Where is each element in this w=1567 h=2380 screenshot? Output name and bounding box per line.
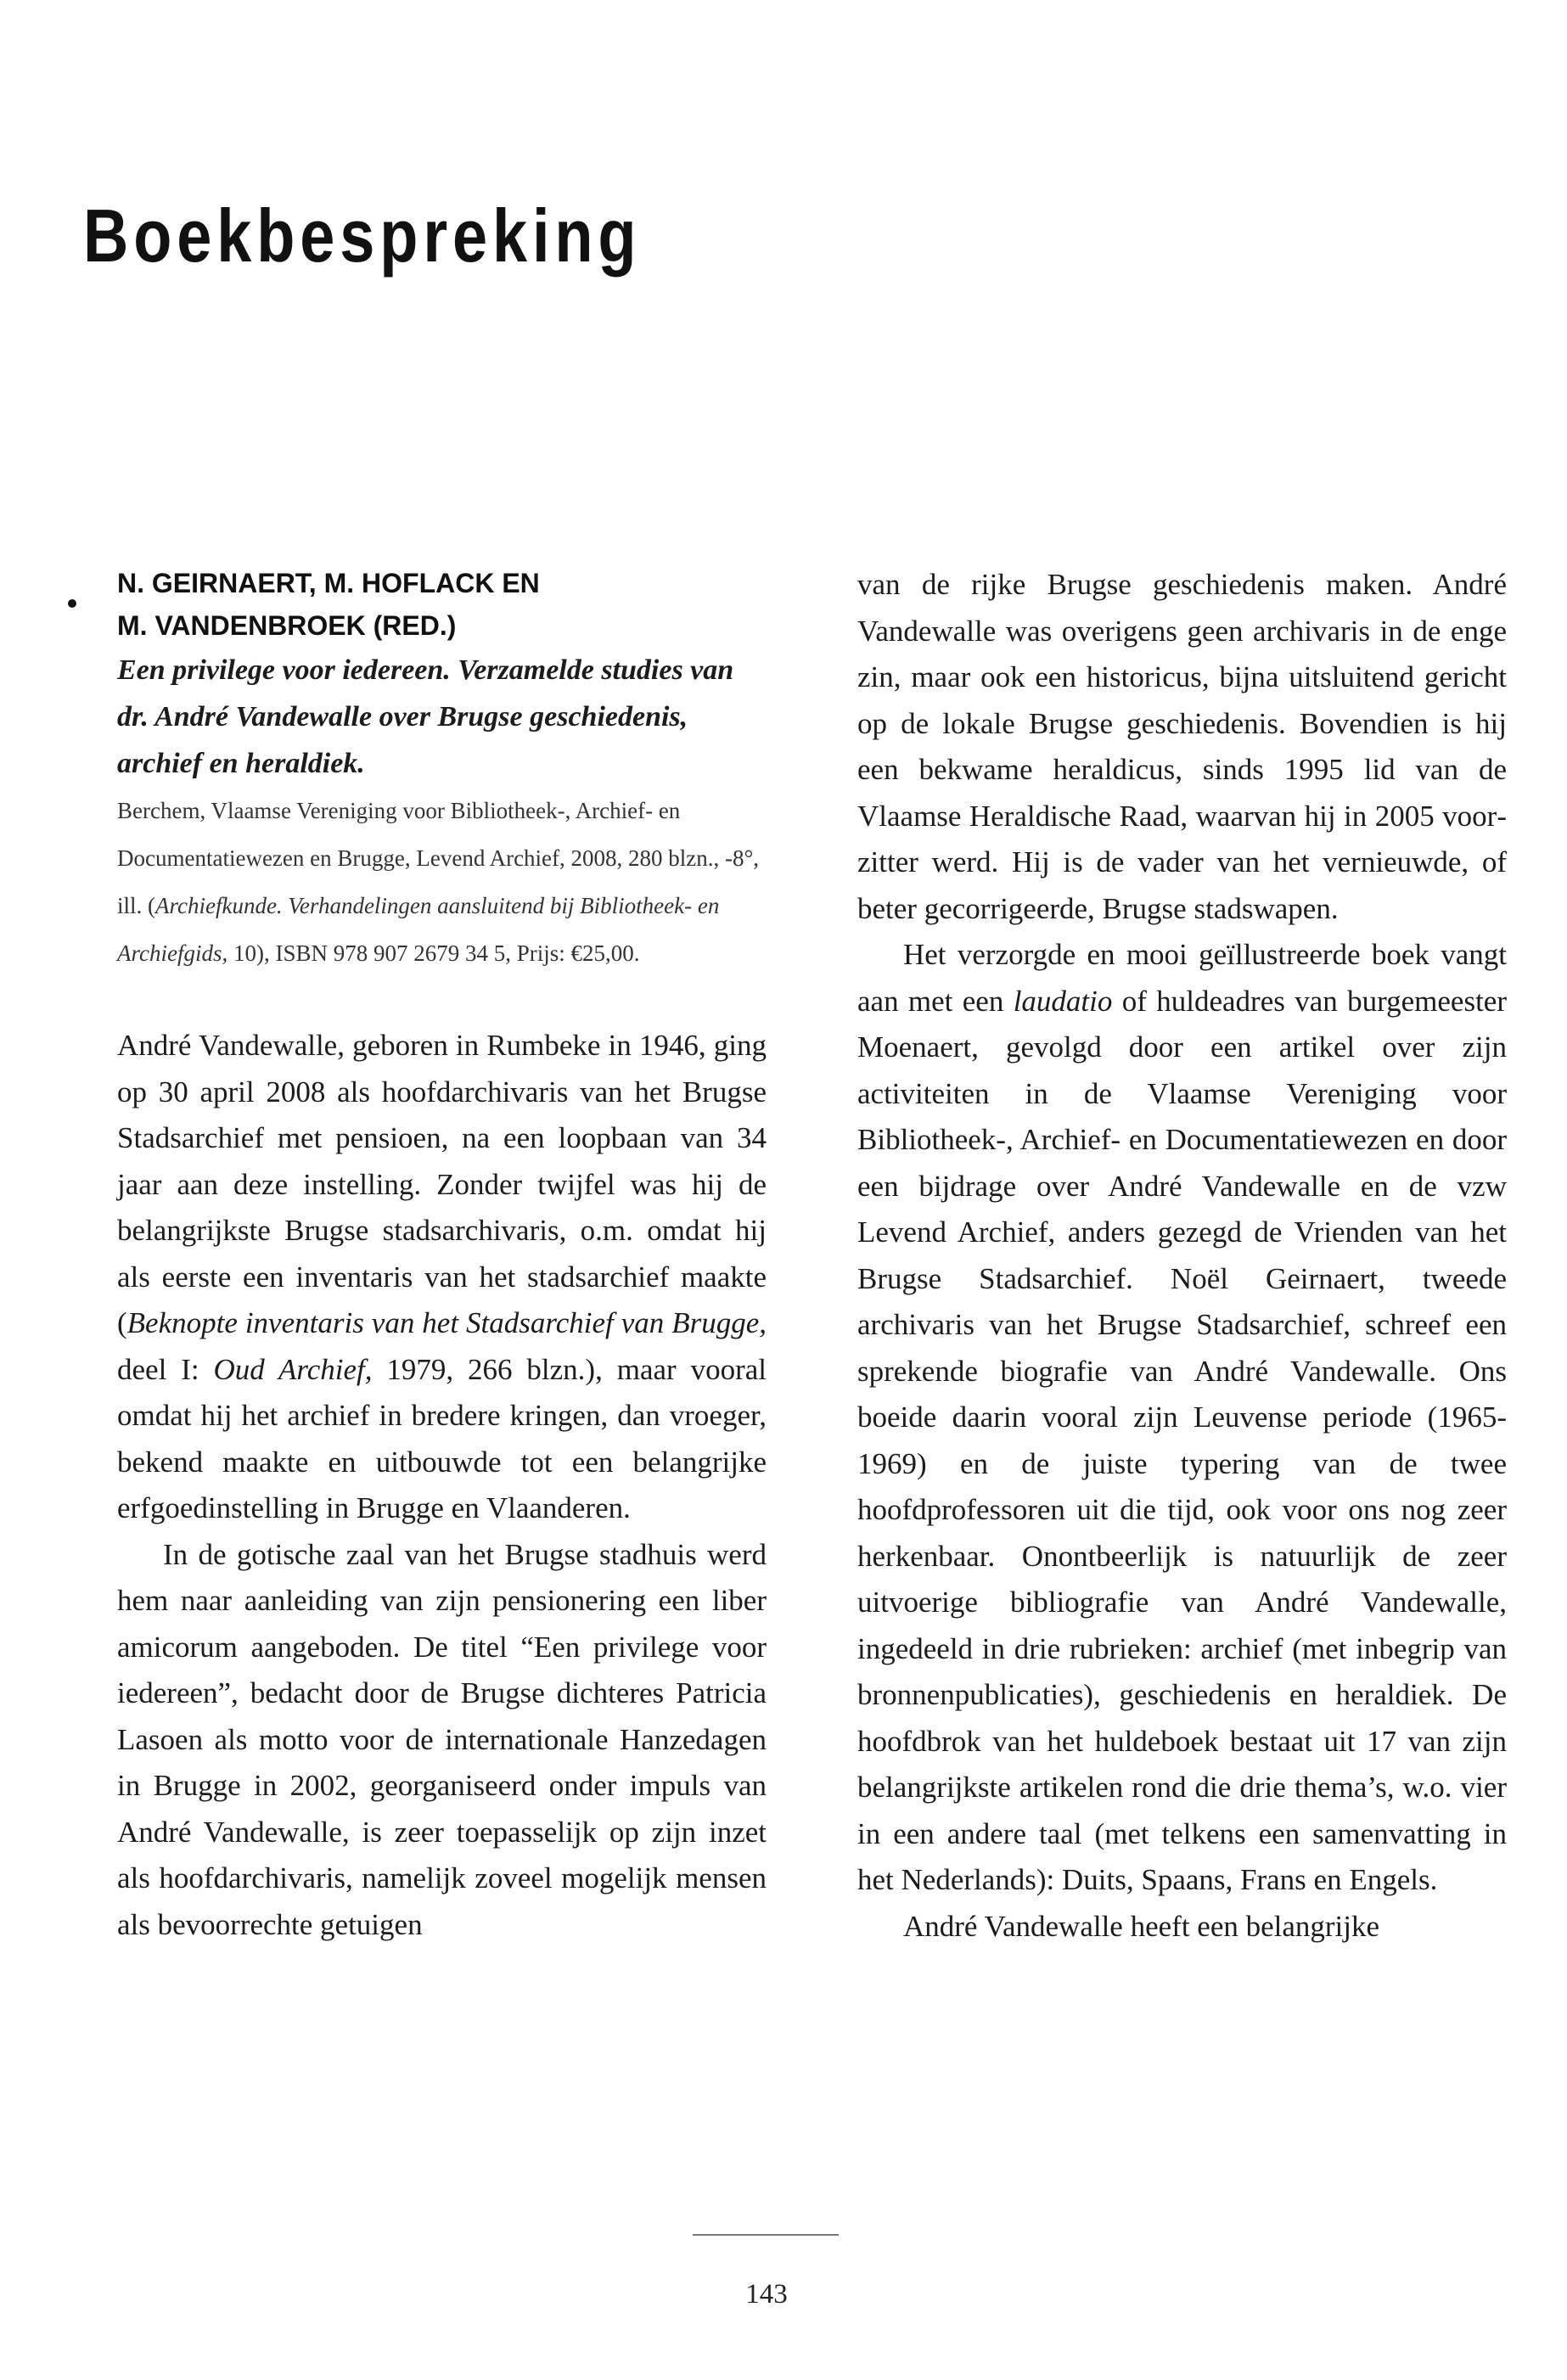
book-title: Een privilege voor iedereen. Verzamelde studies van dr. André Vandewalle over Brugse geschiedenis, archief en heraldiek. bbox=[117, 654, 734, 779]
text-run: deel I: bbox=[117, 1352, 214, 1386]
paragraph bbox=[857, 932, 1507, 1904]
paragraph: André Vandewalle heeft een belangrijke bbox=[903, 1909, 1380, 1943]
book-meta bbox=[117, 787, 767, 977]
series-title: Archiefkunde. Verhandelingen aansluitend bij Bibliotheek- en Archiefgids, bbox=[117, 893, 720, 966]
authors-line-2: M. VANDENBROEK (RED.) bbox=[117, 610, 457, 641]
text-run: of huldeadres van burgemeester Moenaert, gevolgd door een artikel over zijn activiteiten in de Vlaamse Vereniging voor Bibliotheek-, Archief- en Documentatiewezen en door een bijdrage over André Vandewalle en de vzw Levend Archief, anders gezegd de Vrienden van het Brugse Stadsarchief. Noël Geirnaert, tweede archivaris van het Brugse Stadsarchief, schreef een sprekende biografie van André Vandewalle. Ons boeide daarin vooral zijn Leuvense periode (1965-1969) en de juiste typering van de twee hoofdprofessoren uit die tijd, ook voor ons nog zeer herkenbaar. Onontbeerlijk is natuurlijk de zeer uitvoerige bibliografie van André Vandewalle, ingedeeld in drie rubrieken: archief (met inbegrip van bronnenpublicaties), geschiedenis en heraldiek. De hoofdbrok van het huldeboek bestaat uit 17 van zijn belangrijkste artikelen rond die drie thema’s, w.o. vier in een andere taal (met telkens een samenvatting in het Nederlands): Duits, Spaans, Frans en Engels. bbox=[857, 984, 1507, 1896]
publisher-info: Berchem, Vlaamse Vereniging voor Bibliotheek-, Archief- en Documentatiewezen en Brugge, Levend Archief, 2008, 280 blzn., -8°, ill. ( bbox=[117, 798, 760, 918]
text-run: Het verzorgde en mooi geïllustreerde boek vangt aan met een bbox=[857, 938, 1507, 1018]
page-number: 143 bbox=[745, 2279, 788, 2310]
paragraph: van de rijke Brugse geschiedenis maken. André Vandewalle was overigens geen archivaris in de enge zin, maar ook een historicus, bijna uitsluitend gericht op de lokale Brugse geschiedenis. Bovendien is hij een bekwame heraldicus, sinds 1995 lid van de Vlaamse Heraldische Raad, waarvan hij in 2005 voorzitter werd. Hij is de vader van het vernieuwde, of beter gecorrigeerde, Brugse stadswapen. bbox=[857, 568, 1507, 925]
italic-term: laudatio bbox=[1013, 984, 1113, 1018]
review-authors bbox=[117, 562, 767, 647]
paragraph: In de gotische zaal van het Brugse stadhuis werd hem naar aanleiding van zijn pensionering een liber amicorum aangeboden. De titel “Een privilege voor iedereen”, bedacht door de Brugse dichteres Patricia Lasoen als motto voor de internationale Hanzedagen in Brugge in 2002, georganiseerd onder impuls van André Vandewalle, is zeer toepasselijk op zijn inzet als hoofdarchivaris, namelijk zoveel mogelijk mensen als bevoorrechte getuigen bbox=[117, 1537, 767, 1941]
text-run: André Vandewalle, geboren in Rumbeke in 1946, ging op 30 april 2008 als hoofdarchivaris van het Brugse Stadsarchief met pensioen, na een loopbaan van 34 jaar aan deze instelling. Zonder twijfel was hij de belangrijkste Brugse stadsarchivaris, o.m. omdat hij als eerste een inventaris van het stadsarchief maakte ( bbox=[117, 1029, 767, 1339]
right-column bbox=[857, 562, 1507, 1950]
section-title: Boekbespreking bbox=[83, 193, 642, 278]
italic-title: Oud Archief, bbox=[213, 1352, 373, 1386]
authors-line-1: N. GEIRNAERT, M. HOFLACK EN bbox=[117, 568, 540, 598]
footer-divider bbox=[693, 2234, 839, 2236]
text-run: 1979, 266 blzn.), maar vooral omdat hij het archief in bredere kringen, dan vroeger, bekend maakte en uitbouwde tot een belangrijke erfgoedinstelling in Brugge en Vlaanderen. bbox=[117, 1352, 767, 1524]
left-column bbox=[117, 562, 767, 1948]
isbn-price: 10), ISBN 978 907 2679 34 5, Prijs: €25,00. bbox=[227, 940, 640, 966]
italic-title: Beknopte inventaris van het Stadsarchief van Brugge, bbox=[126, 1306, 767, 1339]
paragraph bbox=[117, 1023, 767, 1532]
bullet-icon bbox=[68, 599, 76, 608]
